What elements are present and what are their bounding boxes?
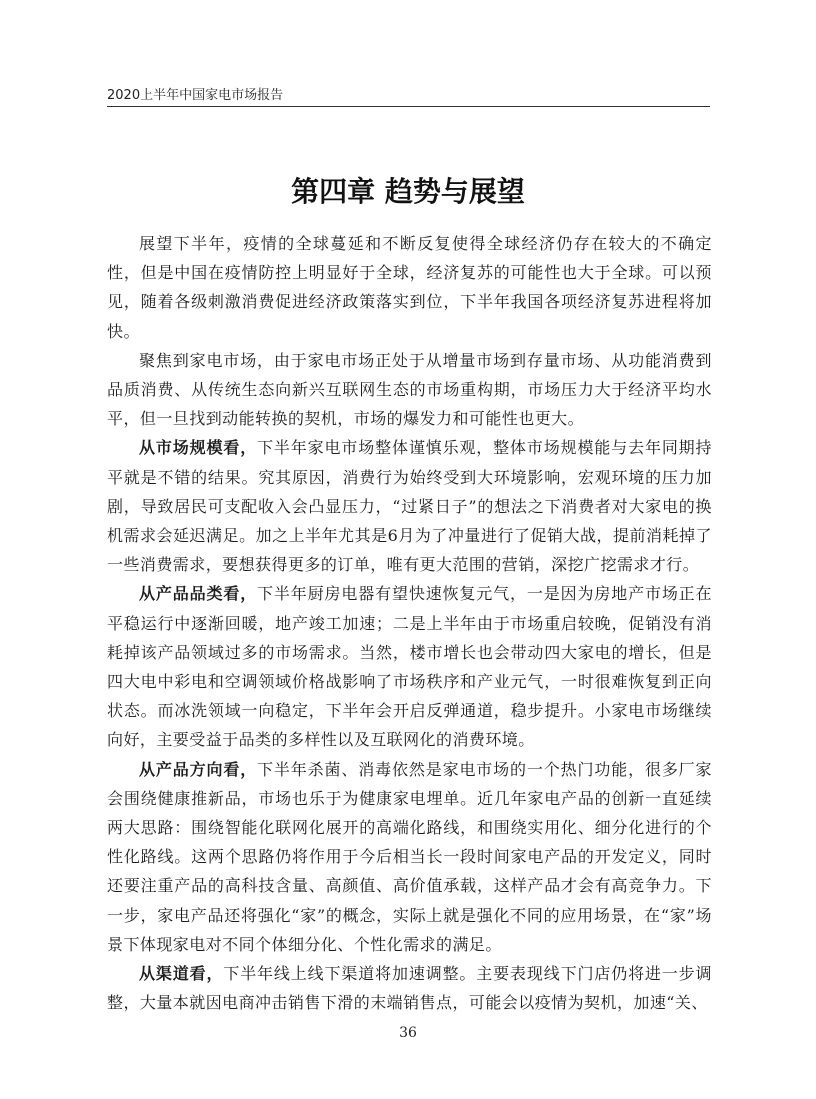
paragraph-lead: 从产品品类看，: [139, 584, 258, 604]
paragraph-product-direction: [107, 755, 712, 959]
paragraph-outlook: [107, 229, 712, 346]
paragraph-channels: [107, 959, 712, 1017]
paragraph-text: 下半年家电市场整体谨慎乐观，整体市场规模能与去年同期持平就是不错的结果。究其原因，消费行为始终受到大环境影响，宏观环境的压力加剧，导致居民可支配收入会凸显压力，“过紧日子”的想法之下消费者对大家电的换机需求会延迟满足。加之上半年尤其是6月为了冲量进行了促销大战，提前消耗掉了一些消费需求，要想获得更多的订单，唯有更大范围的营销，深挖广挖需求才行。: [107, 438, 712, 575]
chapter-title: 第四章 趋势与展望: [291, 174, 525, 208]
paragraph-text: 下半年厨房电器有望快速恢复元气，一是因为房地产市场正在平稳运行中逐渐回暖，地产竣工加速；二是上半年由于市场重启较晚，促销没有消耗掉该产品领域过多的市场需求。当然，楼市增长也会带动四大家电的增长，但是四大电中彩电和空调领域价格战影响了市场秩序和产业元气，一时很难恢复到正向状态。而冰洗领域一向稳定，下半年会开启反弹通道，稳步提升。小家电市场继续向好，主要受益于品类的多样性以及互联网化的消费环境。: [107, 584, 712, 750]
running-header: 2020上半年中国家电市场报告: [107, 88, 284, 103]
header-divider: [107, 106, 710, 107]
paragraph-lead: 从渠道看，: [139, 964, 224, 984]
chapter-body: [107, 229, 712, 1017]
paragraph-product-category: [107, 579, 712, 754]
paragraph-text: 下半年线上线下渠道将加速调整。主要表现线下门店仍将进一步调整，大量本就因电商冲击销售下滑的末端销售点，可能会以疫情为契机，加速“关、: [107, 964, 712, 1013]
paragraph-text: 聚焦到家电市场，由于家电市场正处于从增量市场到存量市场、从功能消费到品质消费、从传统生态向新兴互联网生态的市场重构期，市场压力大于经济平均水平，但一旦找到动能转换的契机，市场的爆发力和可能性也更大。: [107, 350, 712, 429]
paragraph-lead: 从产品方向看，: [139, 759, 258, 779]
paragraph-lead: 从市场规模看，: [139, 438, 258, 458]
paragraph-market-focus: [107, 346, 712, 434]
page-number: 36: [399, 1025, 417, 1041]
paragraph-market-scale: [107, 433, 712, 579]
paragraph-text: 展望下半年，疫情的全球蔓延和不断反复使得全球经济仍存在较大的不确定性，但是中国在疫情防控上明显好于全球，经济复苏的可能性也大于全球。可以预见，随着各级刺激消费促进经济政策落实到位，下半年我国各项经济复苏进程将加快。: [107, 234, 712, 341]
paragraph-text: 下半年杀菌、消毒依然是家电市场的一个热门功能，很多厂家会围绕健康推新品，市场也乐于为健康家电埋单。近几年家电产品的创新一直延续两大思路：围绕智能化联网化展开的高端化路线，和围绕实用化、细分化进行的个性化路线。这两个思路仍将作用于今后相当长一段时间家电产品的开发定义，同时还要注重产品的高科技含量、高颜值、高价值承载，这样产品才会有高竞争力。下一步，家电产品还将强化“家”的概念，实际上就是强化不同的应用场景，在“家”场景下体现家电对不同个体细分化、个性化需求的满足。: [107, 759, 712, 954]
